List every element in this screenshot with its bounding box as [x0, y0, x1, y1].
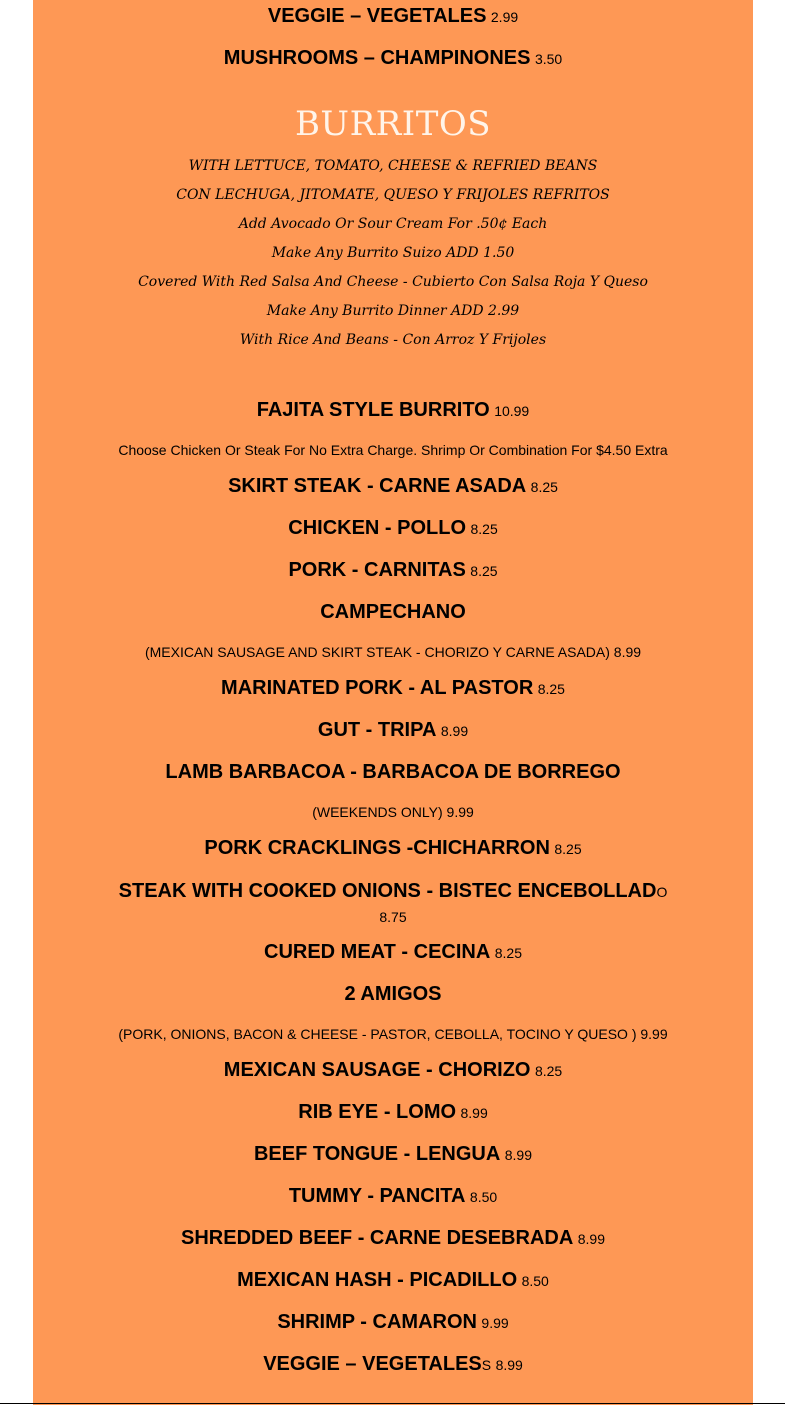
menu-item [33, 399, 753, 422]
item-name: FAJITA STYLE BURRITO [256, 399, 490, 421]
item-name: MUSHROOMS – CHAMPINONES [223, 47, 531, 69]
item-price: 8.25 [534, 1063, 563, 1079]
item-name: CHICKEN - POLLO [288, 517, 467, 539]
item-name: PORK - CARNITAS [288, 559, 466, 581]
menu-item [33, 1227, 753, 1250]
section-description-line: CON LECHUGA, JITOMATE, QUESO Y FRIJOLES REFRITOS [176, 187, 610, 203]
item-price: 8.25 [470, 521, 498, 537]
menu-item [33, 719, 753, 742]
item-price: 9.99 [481, 1315, 509, 1331]
item-price: 8.25 [554, 841, 582, 857]
item-name: CAMPECHANO [320, 601, 466, 623]
item-price: 8.25 [537, 681, 565, 697]
section-description-line: Make Any Burrito Suizo ADD 1.50 [271, 245, 515, 261]
menu-item [33, 475, 753, 498]
menu-item [33, 761, 753, 784]
item-name: CURED MEAT - CECINA [264, 941, 491, 963]
item-name: GUT - TRIPA [317, 719, 437, 741]
menu-item [33, 1311, 753, 1334]
item-name: TUMMY - PANCITA [288, 1185, 466, 1207]
item-name: 2 AMIGOS [344, 983, 442, 1005]
item-price: 8.99 [577, 1231, 605, 1247]
item-name: SKIRT STEAK - CARNE ASADA [228, 475, 527, 497]
menu-item [33, 941, 753, 964]
section-description-line: Make Any Burrito Dinner ADD 2.99 [266, 303, 520, 319]
item-name: VEGGIE – VEGETALES [267, 5, 487, 27]
item-price: 8.99 [504, 1147, 532, 1163]
item-price: 8.99 [460, 1105, 488, 1121]
menu-item [33, 559, 753, 582]
item-price: 2.99 [490, 9, 519, 25]
menu-item [33, 1143, 753, 1166]
menu-item [33, 517, 753, 540]
item-price: 8.50 [469, 1189, 498, 1205]
item-note: (PORK, ONIONS, BACON & CHEESE - PASTOR, CEBOLLA, TOCINO Y QUESO ) 9.99 [118, 1026, 668, 1042]
item-name: BEEF TONGUE - LENGUA [253, 1143, 501, 1165]
item-price: 3.50 [534, 51, 563, 67]
page-bottom-rule [0, 1403, 785, 1404]
item-price: 8.75 [379, 909, 407, 925]
menu-item [33, 5, 753, 28]
item-name: SHRIMP - CAMARON [277, 1311, 477, 1333]
item-name: MEXICAN SAUSAGE - CHORIZO [223, 1059, 531, 1081]
menu-item [33, 1059, 753, 1082]
item-name-tail: S [481, 1357, 492, 1373]
menu-item [33, 837, 753, 860]
section-description-line: Covered With Red Salsa And Cheese - Cubierto Con Salsa Roja Y Queso [138, 274, 648, 290]
section-description-line: With Rice And Beans - Con Arroz Y Frijoles [239, 332, 547, 348]
section-description-line: Add Avocado Or Sour Cream For .50¢ Each [238, 216, 548, 232]
section-title: BURRITOS [294, 104, 492, 144]
item-name: SHREDDED BEEF - CARNE DESEBRADA [181, 1227, 574, 1249]
item-note: (MEXICAN SAUSAGE AND SKIRT STEAK - CHORIZO Y CARNE ASADA) 8.99 [144, 644, 642, 660]
item-name: RIB EYE - LOMO [298, 1101, 457, 1123]
menu-item [33, 677, 753, 700]
menu-item [33, 1101, 753, 1124]
item-price: 8.25 [494, 945, 522, 961]
item-note: Choose Chicken Or Steak For No Extra Charge. Shrimp Or Combination For $4.50 Extra [118, 442, 668, 458]
item-name: MEXICAN HASH - PICADILLO [237, 1269, 518, 1291]
item-name: STEAK WITH COOKED ONIONS - BISTEC ENCEBOLLAD [118, 880, 657, 902]
menu-item [33, 879, 753, 930]
section-description-line: WITH LETTUCE, TOMATO, CHEESE & REFRIED BEANS [188, 158, 598, 174]
item-price: 10.99 [494, 403, 530, 419]
item-name-tail: O [656, 884, 668, 900]
item-name: MARINATED PORK - AL PASTOR [221, 677, 534, 699]
item-price: 8.99 [440, 723, 469, 739]
item-price: 8.25 [530, 479, 558, 495]
menu-item [33, 601, 753, 624]
menu-item [33, 1185, 753, 1208]
item-note: (WEEKENDS ONLY) 9.99 [312, 804, 474, 820]
item-price: 8.50 [521, 1273, 549, 1289]
item-price: 8.99 [495, 1357, 523, 1373]
item-name: LAMB BARBACOA - BARBACOA DE BORREGO [165, 761, 621, 783]
item-name: VEGGIE – VEGETALES [263, 1353, 482, 1375]
menu-item [33, 1353, 753, 1376]
item-name: PORK CRACKLINGS -CHICHARRON [204, 837, 550, 859]
menu-item [33, 47, 753, 70]
menu-item [33, 983, 753, 1006]
menu-item [33, 1269, 753, 1292]
item-price: 8.25 [470, 563, 498, 579]
